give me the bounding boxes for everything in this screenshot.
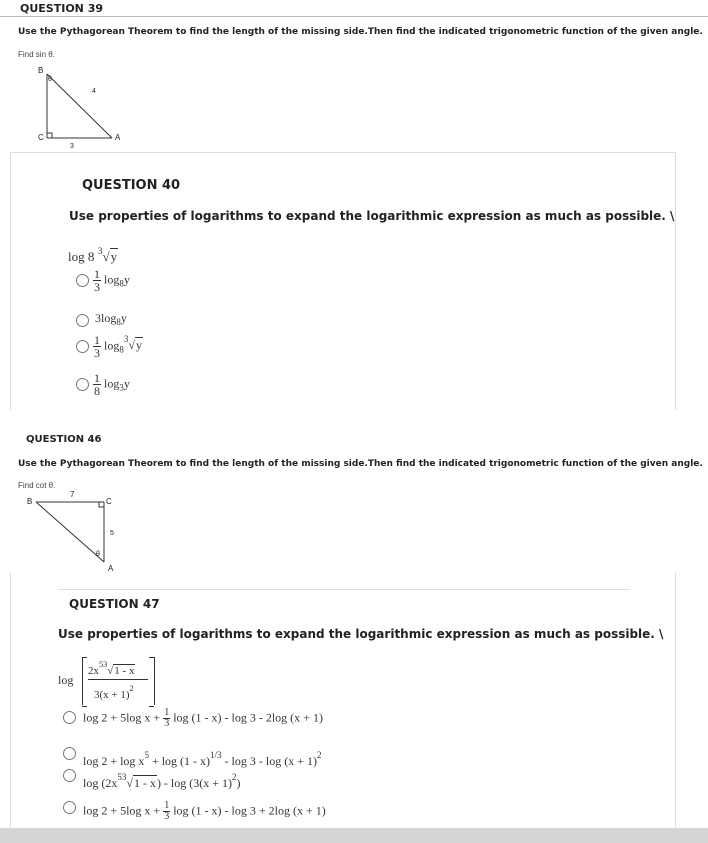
q47-opt4-b: log (1 - x) - log 3 + 2log (x + 1) <box>173 803 326 818</box>
q47-num-idx: 3 <box>103 660 108 669</box>
q47-option-4-radio[interactable] <box>63 801 76 814</box>
q47-opt1-b: log (1 - x) - log 3 - 2log (x + 1) <box>173 710 323 725</box>
q47-opt3-e1: 5 <box>117 772 122 782</box>
q39-instruction: Use the Pythagorean Theorem to find the length of the missing side.Then find the indicated trigonometric function of the given angle. <box>18 27 703 37</box>
q40-expr-log: log <box>68 249 85 264</box>
q40-expression: log 8 $^3$√y <box>68 246 118 264</box>
q47-opt4-a: log 2 + 5log x + <box>83 803 161 818</box>
q40-opt4-den: 8 <box>94 384 100 398</box>
q47-left-border <box>10 573 11 828</box>
q47-expr-denominator <box>94 684 134 701</box>
q39-label-hyp: 4 <box>92 88 96 95</box>
q47-opt2-e1: 5 <box>144 750 149 760</box>
q40-opt2-arg: y <box>120 311 127 325</box>
q46-label-top: 7 <box>70 490 75 499</box>
q47-right-border <box>675 573 676 828</box>
q46-label-A: A <box>108 564 114 573</box>
q47-bracket-left-cap <box>82 657 87 707</box>
q39-divider <box>0 16 708 17</box>
q40-right-border <box>675 152 676 410</box>
q47-top-divider <box>58 589 630 590</box>
q39-label-B: B <box>38 66 44 75</box>
q40-left-border <box>10 152 11 410</box>
q40-opt1-log: log <box>104 272 120 287</box>
q40-opt1-den: 3 <box>94 280 100 294</box>
q40-option-2-radio[interactable] <box>76 314 89 327</box>
q46-instruction: Use the Pythagorean Theorem to find the length of the missing side.Then find the indicated trigonometric function of the given angle. <box>18 459 703 469</box>
q40-opt2-log: log <box>101 311 117 325</box>
q40-opt4-log: log <box>104 376 120 391</box>
q47-opt2-a: log 2 + log x <box>83 754 145 768</box>
q40-opt1-base: 8 <box>119 278 124 289</box>
q40-opt3-log: log <box>104 338 120 353</box>
q47-opt3-a: log (2x <box>83 776 118 790</box>
q47-opt3-e2: 2 <box>232 772 237 782</box>
q46-find: Find cot θ. <box>18 481 56 490</box>
q40-opt3-index: 3 <box>123 334 129 345</box>
q47-den-exp: 2 <box>129 684 134 693</box>
q40-opt3-num: 1 <box>94 333 100 347</box>
q47-opt3-c: ) <box>236 776 241 790</box>
q47-title: QUESTION 47 <box>69 597 160 611</box>
q47-opt1-a: log 2 + 5log x + <box>83 710 161 725</box>
q40-option-4[interactable] <box>93 372 130 397</box>
q47-opt2-e3: 2 <box>316 750 322 760</box>
q47-instruction: Use properties of logarithms to expand the logarithmic expression as much as possible. \ <box>58 627 664 641</box>
q40-option-3[interactable]: $\frac{1}{3}$ $\log_8^3√y$ <box>94 333 142 360</box>
q47-option-4[interactable] <box>83 801 326 822</box>
q39-label-theta: θ <box>48 76 52 83</box>
q39-label-A: A <box>115 133 121 142</box>
q40-opt1-arg: y <box>123 272 130 287</box>
q47-bracket-right-cap <box>149 657 154 707</box>
q39-find: Find sin θ. <box>18 50 55 59</box>
q40-opt2-coef: 3 <box>95 311 101 325</box>
q47-num-a: 2x <box>88 665 99 677</box>
q40-opt3-base: 8 <box>119 344 124 355</box>
q47-option-3[interactable]: $\log (2x^{53}√1 - x) - \log (3(x + 1)^2)$ <box>83 772 241 790</box>
q40-opt4-num: 1 <box>94 371 100 385</box>
q47-opt2-c: - log 3 - log (x + 1) <box>224 754 317 768</box>
q47-option-2[interactable] <box>83 750 321 769</box>
q40-instruction: Use properties of logarithms to expand the logarithmic expression as much as possible. \ <box>69 209 675 223</box>
q47-opt1-fnum: 1 <box>164 707 170 718</box>
q40-opt1-num: 1 <box>94 267 100 281</box>
q47-expr-log: log <box>58 673 74 687</box>
q47-den-a: 3(x + 1) <box>94 689 130 701</box>
q47-num-rad: 1 - x <box>114 665 135 677</box>
q40-top-border <box>10 152 675 153</box>
q47-expr-fraction-bar <box>88 679 148 680</box>
q40-option-3-radio[interactable] <box>76 340 89 353</box>
q47-opt3-rad: 1 - x <box>133 776 156 790</box>
q40-opt2-base: 8 <box>116 317 121 327</box>
q47-opt3-idx: 3 <box>121 772 127 782</box>
q40-opt3-den: 3 <box>94 346 100 360</box>
q47-expr-numerator: $2x^{53}√1$ - x <box>88 660 135 677</box>
q40-expr-index: 3 <box>97 246 103 257</box>
q47-num-exp: 5 <box>99 660 104 669</box>
q46-label-C: C <box>106 497 112 506</box>
q47-option-1[interactable] <box>83 708 323 729</box>
q39-title: QUESTION 39 <box>20 2 104 15</box>
q47-option-3-radio[interactable] <box>63 769 76 782</box>
q46-title: QUESTION 46 <box>26 434 102 445</box>
q39-label-C: C <box>38 133 44 142</box>
q47-option-2-radio[interactable] <box>63 747 76 760</box>
q40-option-1-radio[interactable] <box>76 274 89 287</box>
q47-opt1-fden: 3 <box>164 718 170 729</box>
q40-opt4-arg: y <box>123 376 130 391</box>
q40-expr-base: 8 <box>87 249 95 264</box>
q46-label-theta: θ <box>96 551 100 558</box>
q47-opt2-e2: 1/3 <box>210 750 222 760</box>
q47-opt2-b: + log (1 - x) <box>151 754 211 768</box>
q40-option-2[interactable] <box>95 311 127 327</box>
q47-opt4-fden: 3 <box>164 811 170 822</box>
q40-option-4-radio[interactable] <box>76 378 89 391</box>
q47-opt4-fnum: 1 <box>164 800 170 811</box>
q46-label-B: B <box>27 497 33 506</box>
q40-option-1[interactable] <box>93 268 130 293</box>
q40-opt4-base: 3 <box>119 382 124 393</box>
q47-opt3-b: ) - log (3(x + 1) <box>156 776 233 790</box>
q39-label-base: 3 <box>70 143 74 150</box>
q46-label-side: 5 <box>110 530 114 537</box>
bottom-scroll-bar[interactable] <box>0 828 708 843</box>
q40-opt3-arg: y <box>135 338 142 353</box>
q39-triangle <box>28 62 138 154</box>
q47-option-1-radio[interactable] <box>63 711 76 724</box>
q40-expr-arg: y <box>110 249 118 264</box>
q40-title: QUESTION 40 <box>82 178 181 193</box>
